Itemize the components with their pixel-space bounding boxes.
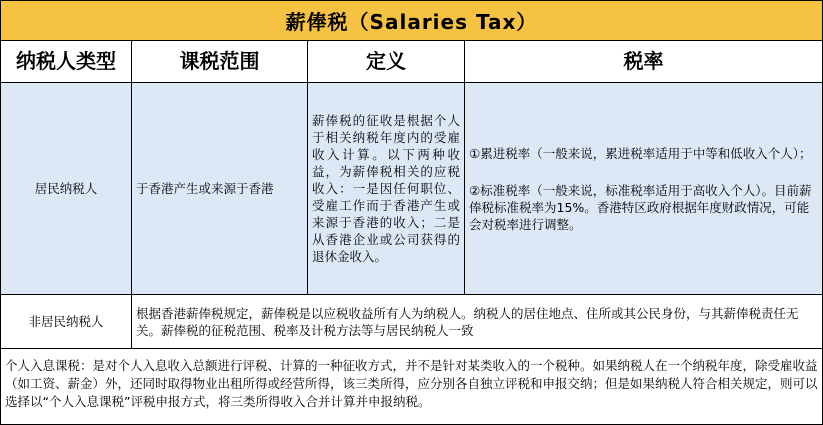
rate-progressive: ①累进税率（一般来说，累进税率适用于中等和低收入个人）； bbox=[469, 145, 812, 161]
non-resident-description: 根据香港薪俸税规定，薪俸税是以应税收益所有人为纳税人。纳税人的居住地点、住所或其公民身份，与其薪俸税责任无关。薪俸税的征税范围、税率及计税方法等与居民纳税人一致 bbox=[136, 305, 799, 338]
resident-definition: 薪俸税的征收是根据个人于相关纳税年度内的受雇收入计算。以下两种收益，为薪俸税相关的应税收入：一是因任何职位、受雇工作而于香港产生或来源于香港的收入；二是从香港企业或公司获得的退休金收入。 bbox=[308, 83, 465, 294]
header-row bbox=[1, 41, 822, 83]
resident-row bbox=[1, 83, 822, 295]
resident-scope: 于香港产生或来源于香港 bbox=[132, 83, 308, 294]
header-rate: 税率 bbox=[623, 49, 664, 73]
rate-block bbox=[469, 145, 818, 233]
header-definition: 定义 bbox=[308, 41, 465, 82]
footnote: 个人入息课税：是对个人入息收入总额进行评税、计算的一种征收方式，并不是针对某类收入的一个税种。如果纳税人在一个纳税年度，除受雇收益（如工资、薪金）外，还同时取得物业出租所得或经营所得，该三类所得，应分别各自独立评税和申报交纳；但是如果纳税人符合相关规定，则可以选择以“个人入息课税”评税申报方式，将三类所得收入合并计算并申报纳税。 bbox=[1, 349, 822, 424]
resident-type: 居民纳税人 bbox=[1, 83, 132, 294]
table-title bbox=[1, 1, 822, 41]
header-scope: 课税范围 bbox=[132, 41, 308, 82]
header-taxpayer-type: 纳税人类型 bbox=[1, 41, 132, 82]
non-resident-type: 非居民纳税人 bbox=[1, 295, 132, 348]
rate-standard: ②标准税率（一般来说，标准税率适用于高收入个人）。目前薪俸税标准税率为15%。香港特区政府根据年度财政情况，可能会对税率进行调整。 bbox=[469, 182, 812, 232]
table-title-text: 薪俸税（Salaries Tax） bbox=[285, 10, 538, 34]
resident-rate bbox=[465, 83, 822, 294]
non-resident-row bbox=[1, 295, 822, 349]
